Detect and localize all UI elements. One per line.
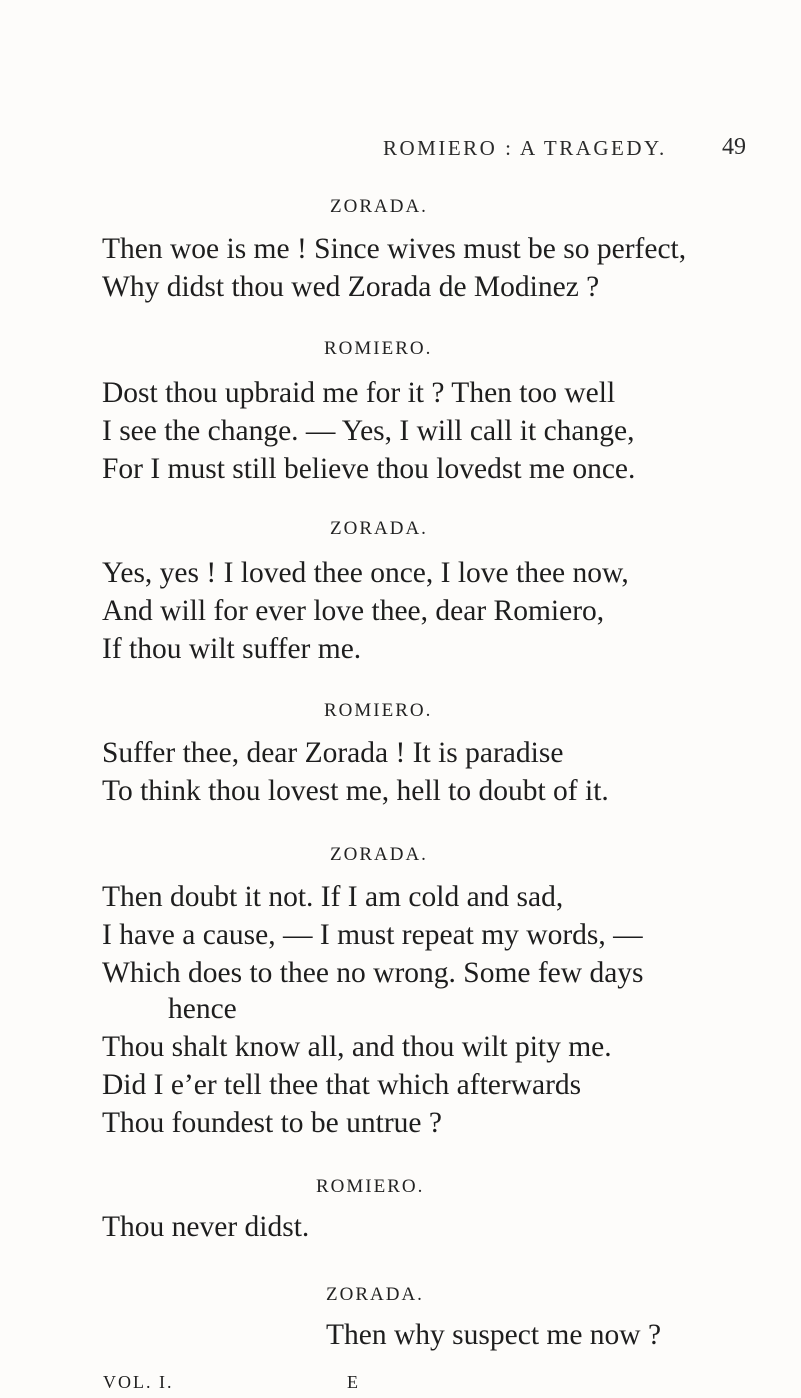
speaker-name: ZORADA. [326, 1284, 424, 1305]
speaker-name: ROMIERO. [324, 338, 433, 359]
speaker-name: ROMIERO. [316, 1176, 425, 1197]
verse-line: I have a cause, — I must repeat my words, — [102, 919, 643, 951]
speaker-name: ROMIERO. [324, 700, 433, 721]
verse-line: For I must still believe thou lovedst me once. [102, 453, 636, 485]
page-header [0, 136, 801, 166]
verse-line-turnover: hence [168, 993, 237, 1025]
verse-line: Dost thou upbraid me for it ? Then too well [102, 377, 616, 409]
verse-line: Then doubt it not. If I am cold and sad, [102, 881, 564, 913]
signature-mark: E [347, 1372, 358, 1392]
verse-line: I see the change. — Yes, I will call it change, [102, 415, 635, 447]
verse-line: Then why suspect me now ? [326, 1319, 662, 1351]
verse-line: To think thou lovest me, hell to doubt of it. [102, 775, 609, 807]
verse-line: Did I e’er tell thee that which afterwards [102, 1069, 582, 1101]
speaker-name: ZORADA. [330, 518, 428, 539]
verse-line: Thou shalt know all, and thou wilt pity me. [102, 1031, 612, 1063]
verse-line: Thou foundest to be untrue ? [102, 1107, 442, 1139]
running-title: ROMIERO : A TRAGEDY. [383, 136, 667, 160]
verse-line: Which does to thee no wrong. Some few days [102, 957, 644, 989]
verse-line: And will for ever love thee, dear Romiero, [102, 595, 605, 627]
page-footer [0, 1372, 801, 1396]
verse-line: If thou wilt suffer me. [102, 633, 362, 665]
verse-line: Then woe is me ! Since wives must be so perfect, [102, 233, 687, 265]
speaker-name: ZORADA. [330, 196, 428, 217]
verse-line: Yes, yes ! I loved thee once, I love thee now, [102, 557, 629, 589]
volume-signature: VOL. I. [103, 1372, 174, 1392]
page-number: 49 [722, 134, 746, 160]
verse-line: Suffer thee, dear Zorada ! It is paradise [102, 737, 564, 769]
verse-line: Thou never didst. [102, 1211, 310, 1243]
speaker-name: ZORADA. [330, 844, 428, 865]
verse-line: Why didst thou wed Zorada de Modinez ? [102, 271, 600, 303]
